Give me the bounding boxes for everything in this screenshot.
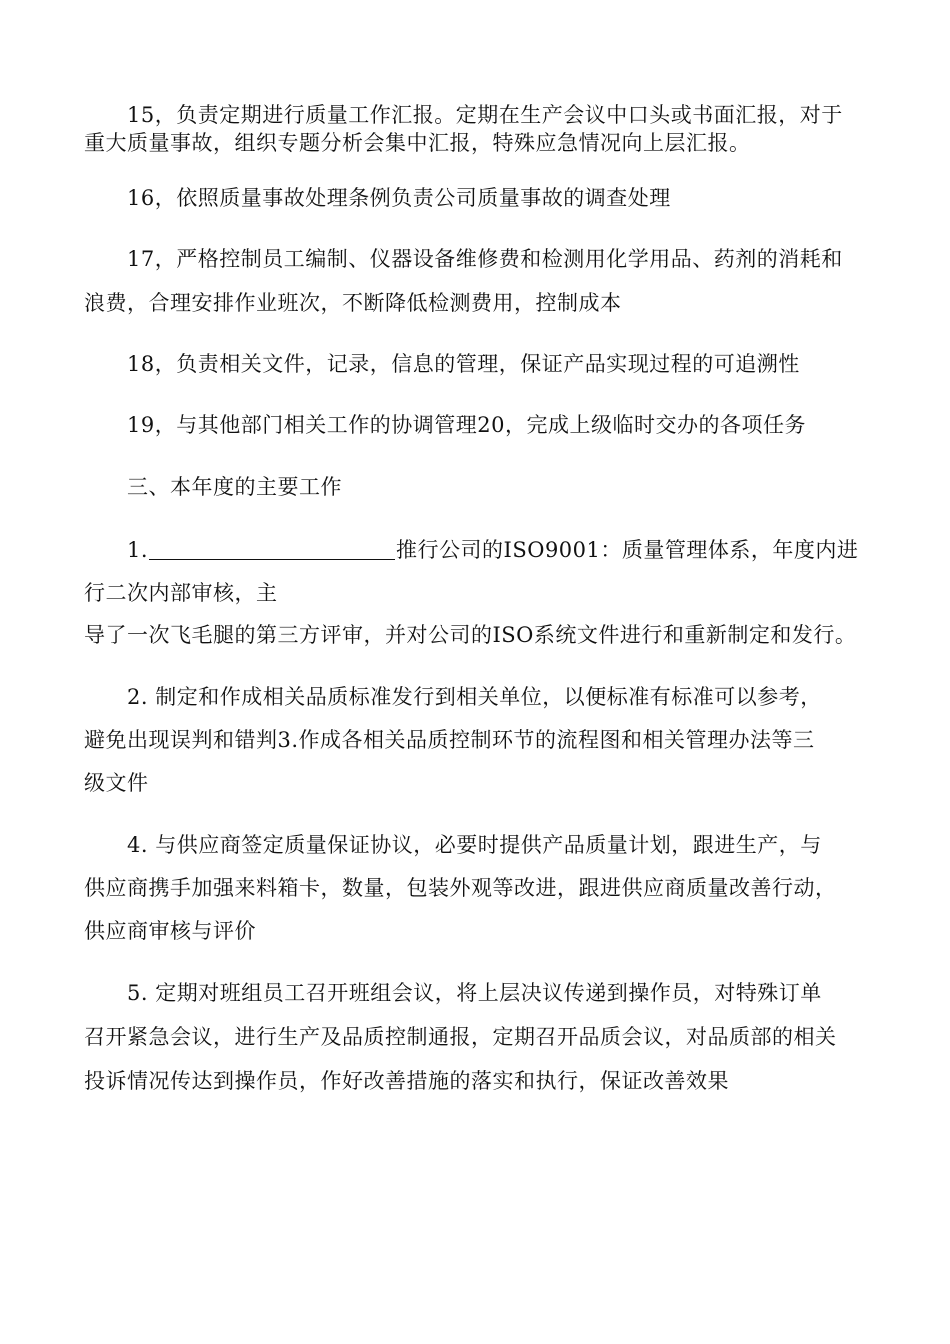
work-item-1-number: 1.	[127, 538, 149, 562]
item-18-line: 18，负责相关文件，记录，信息的管理，保证产品实现过程的可追溯性	[127, 352, 800, 376]
work-item-5-line-2: 召开紧急会议，进行生产及品质控制通报，定期召开品质会议，对品质部的相关	[84, 1025, 837, 1049]
work-item-1-line-1	[127, 535, 858, 565]
item-15-line-1: 15，负责定期进行质量工作汇报。定期在生产会议中口头或书面汇报，对于	[127, 103, 843, 127]
work-item-4-line-1: 4. 与供应商签定质量保证协议，必要时提供产品质量计划，跟进生产，与	[127, 833, 822, 857]
work-item-4-line-3: 供应商审核与评价	[84, 919, 256, 943]
work-item-5-line-1: 5. 定期对班组员工召开班组会议，将上层决议传递到操作员，对特殊订单	[127, 981, 822, 1005]
work-item-1-line-2: 行二次内部审核，主	[84, 581, 278, 605]
item-16-line: 16，依照质量事故处理条例负责公司质量事故的调查处理	[127, 186, 671, 210]
work-item-1-line-3: 导了一次飞毛腿的第三方评审，并对公司的ISO系统文件进行和重新制定和发行。	[84, 623, 857, 647]
blank-underline	[149, 537, 395, 560]
item-15-line-2: 重大质量事故，组织专题分析会集中汇报，特殊应急情况向上层汇报。	[84, 131, 751, 155]
work-item-2-line-1: 2. 制定和作成相关品质标准发行到相关单位，以便标准有标准可以参考，	[127, 685, 822, 709]
section-heading: 三、本年度的主要工作	[127, 475, 342, 499]
work-item-5-line-3: 投诉情况传达到操作员，作好改善措施的落实和执行，保证改善效果	[84, 1069, 729, 1093]
work-item-4-line-2: 供应商携手加强来料箱卡，数量，包装外观等改进，跟进供应商质量改善行动，	[84, 876, 837, 900]
item-17-line-2: 浪费，合理安排作业班次，不断降低检测费用，控制成本	[84, 291, 622, 315]
work-item-1-text: 推行公司的ISO9001：质量管理体系，年度内进	[396, 538, 859, 562]
work-item-3-line-end: 级文件	[84, 771, 149, 795]
item-19-20-line: 19，与其他部门相关工作的协调管理20，完成上级临时交办的各项任务	[127, 413, 806, 437]
work-item-2-line-2: 避免出现误判和错判3.作成各相关品质控制环节的流程图和相关管理办法等三	[84, 728, 815, 752]
item-17-line-1: 17，严格控制员工编制、仪器设备维修费和检测用化学用品、药剂的消耗和	[127, 247, 843, 271]
